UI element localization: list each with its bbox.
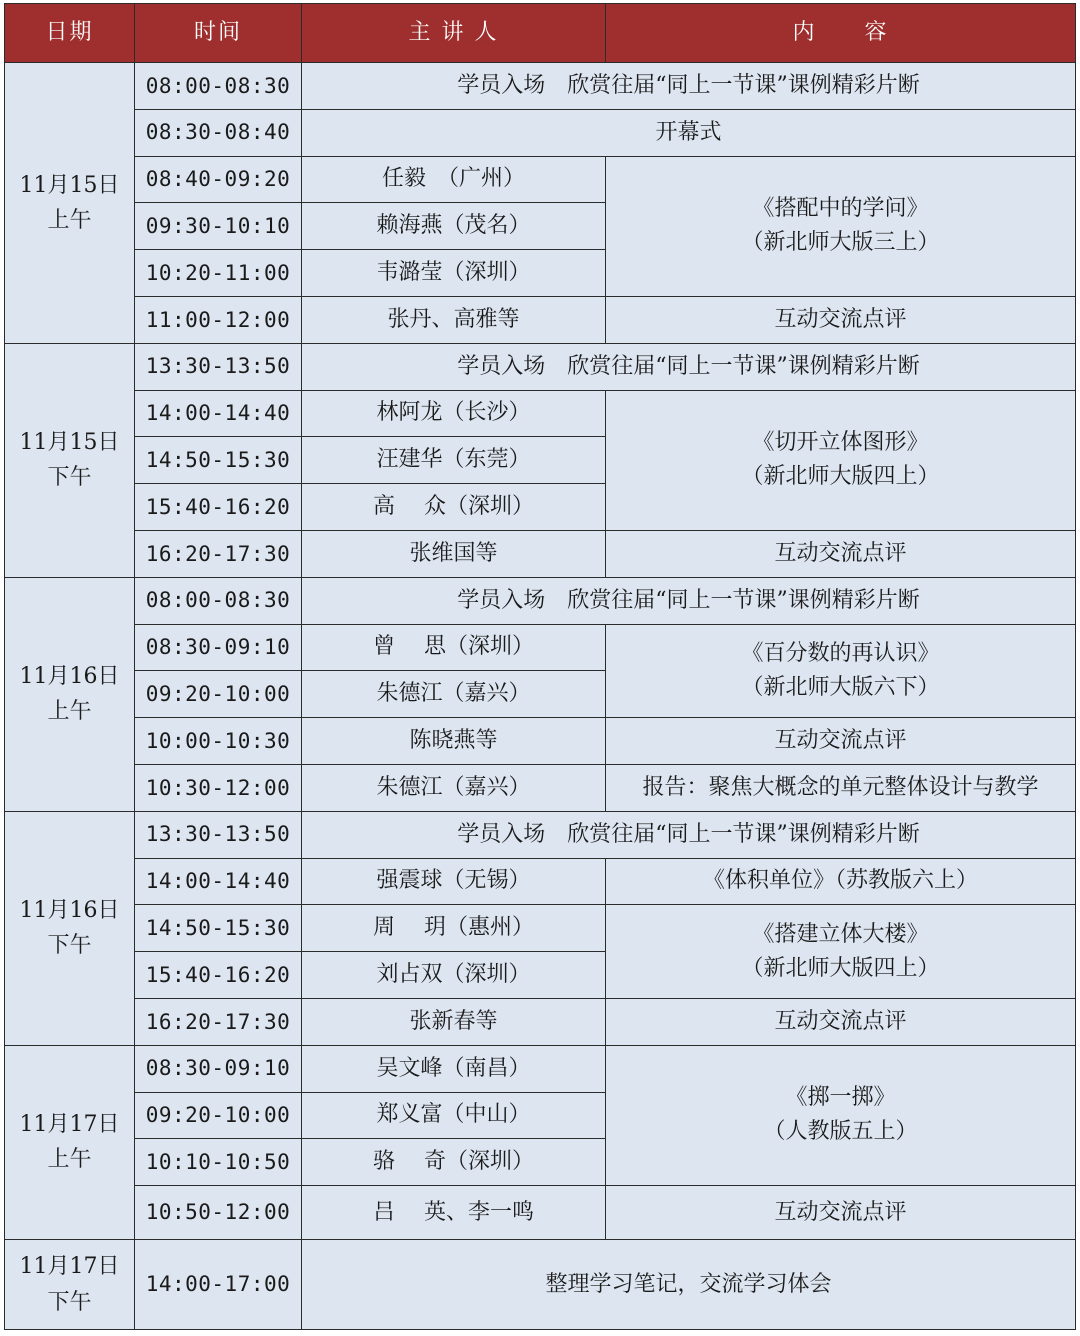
time-cell: 09:30-10:10 xyxy=(135,203,302,250)
lesson-title: 《百分数的再认识》 xyxy=(741,640,940,666)
date-cell xyxy=(5,1240,135,1330)
header-speaker: 主 讲 人 xyxy=(302,4,606,63)
lesson-cell xyxy=(606,624,1076,718)
lesson-edition: （新北师大版四上） xyxy=(741,464,940,490)
lesson-title: 《切开立体图形》 xyxy=(752,430,929,456)
speaker-cell: 任毅 （广州） xyxy=(302,156,606,203)
time-cell: 14:00-14:40 xyxy=(135,390,302,437)
content-cell: 《体积单位》（苏教版六上） xyxy=(606,858,1076,905)
table-row xyxy=(5,390,1076,437)
table-row xyxy=(5,109,1076,156)
header-date: 日期 xyxy=(5,4,135,63)
table-row xyxy=(5,1240,1076,1330)
speaker-cell: 郑义富（中山） xyxy=(302,1092,606,1139)
time-cell: 10:00-10:30 xyxy=(135,718,302,765)
time-cell: 14:50-15:30 xyxy=(135,905,302,952)
time-cell: 14:00-14:40 xyxy=(135,858,302,905)
speaker-cell: 朱德江（嘉兴） xyxy=(302,764,606,811)
header-time: 时间 xyxy=(135,4,302,63)
table-row xyxy=(5,63,1076,110)
speaker-cell: 韦潞莹（深圳） xyxy=(302,250,606,297)
table-row xyxy=(5,624,1076,671)
date-period: 下午 xyxy=(47,465,92,491)
content-cell: 互动交流点评 xyxy=(606,1186,1076,1240)
time-cell: 10:50-12:00 xyxy=(135,1186,302,1240)
content-cell: 互动交流点评 xyxy=(606,530,1076,577)
lesson-cell xyxy=(606,156,1076,296)
lesson-cell xyxy=(606,390,1076,530)
speaker-cell: 吴文峰（南昌） xyxy=(302,1045,606,1092)
table-row xyxy=(5,718,1076,765)
merged-cell: 整理学习笔记，交流学习体会 xyxy=(302,1240,1076,1330)
time-cell: 16:20-17:30 xyxy=(135,998,302,1045)
speaker-cell: 赖海燕（茂名） xyxy=(302,203,606,250)
table-row xyxy=(5,764,1076,811)
lesson-edition: （新北师大版六下） xyxy=(741,674,940,700)
lesson-edition: （新北师大版三上） xyxy=(741,230,940,256)
merged-cell: 学员入场 欣赏往届“同上一节课”课例精彩片断 xyxy=(302,343,1076,390)
date-day: 11月17日 xyxy=(19,1112,120,1138)
time-cell: 08:30-09:10 xyxy=(135,624,302,671)
time-cell: 10:20-11:00 xyxy=(135,250,302,297)
content-cell: 互动交流点评 xyxy=(606,296,1076,343)
content-cell: 报告：聚焦大概念的单元整体设计与教学 xyxy=(606,764,1076,811)
speaker-cell: 刘占双（深圳） xyxy=(302,952,606,999)
date-day: 11月16日 xyxy=(19,664,120,690)
date-cell xyxy=(5,63,135,344)
table-row xyxy=(5,1186,1076,1240)
lesson-edition: （人教版五上） xyxy=(763,1119,918,1145)
date-cell xyxy=(5,1045,135,1239)
table-row xyxy=(5,343,1076,390)
table-row xyxy=(5,577,1076,624)
time-cell: 16:20-17:30 xyxy=(135,530,302,577)
merged-cell: 学员入场 欣赏往届“同上一节课”课例精彩片断 xyxy=(302,63,1076,110)
lesson-title: 《搭建立体大楼》 xyxy=(752,921,929,947)
schedule-table xyxy=(4,3,1076,1330)
speaker-cell: 张新春等 xyxy=(302,998,606,1045)
merged-cell: 开幕式 xyxy=(302,109,1076,156)
time-cell: 08:30-08:40 xyxy=(135,109,302,156)
speaker-cell: 高 众（深圳） xyxy=(302,484,606,531)
time-cell: 14:00-17:00 xyxy=(135,1240,302,1330)
date-period: 上午 xyxy=(47,207,92,233)
time-cell: 11:00-12:00 xyxy=(135,296,302,343)
time-cell: 08:00-08:30 xyxy=(135,63,302,110)
date-period: 下午 xyxy=(47,1289,92,1315)
date-cell xyxy=(5,577,135,811)
speaker-cell: 陈晓燕等 xyxy=(302,718,606,765)
date-day: 11月17日 xyxy=(19,1254,120,1280)
speaker-cell: 汪建华（东莞） xyxy=(302,437,606,484)
speaker-cell: 吕 英、李一鸣 xyxy=(302,1186,606,1240)
time-cell: 15:40-16:20 xyxy=(135,484,302,531)
time-cell: 14:50-15:30 xyxy=(135,437,302,484)
time-cell: 09:20-10:00 xyxy=(135,671,302,718)
table-row xyxy=(5,530,1076,577)
content-cell: 互动交流点评 xyxy=(606,718,1076,765)
date-day: 11月16日 xyxy=(19,898,120,924)
date-period: 下午 xyxy=(47,933,92,959)
speaker-cell: 曾 思（深圳） xyxy=(302,624,606,671)
date-cell xyxy=(5,343,135,577)
speaker-cell: 林阿龙（长沙） xyxy=(302,390,606,437)
time-cell: 08:00-08:30 xyxy=(135,577,302,624)
table-row xyxy=(5,905,1076,952)
lesson-edition: （新北师大版四上） xyxy=(741,955,940,981)
time-cell: 08:40-09:20 xyxy=(135,156,302,203)
date-period: 上午 xyxy=(47,699,92,725)
table-row xyxy=(5,858,1076,905)
table-row xyxy=(5,296,1076,343)
merged-cell: 学员入场 欣赏往届“同上一节课”课例精彩片断 xyxy=(302,577,1076,624)
speaker-cell: 张丹、高雅等 xyxy=(302,296,606,343)
time-cell: 13:30-13:50 xyxy=(135,343,302,390)
date-cell xyxy=(5,811,135,1045)
date-day: 11月15日 xyxy=(19,172,120,198)
speaker-cell: 周 玥（惠州） xyxy=(302,905,606,952)
speaker-cell: 张维国等 xyxy=(302,530,606,577)
content-cell: 互动交流点评 xyxy=(606,998,1076,1045)
date-period: 上午 xyxy=(47,1147,92,1173)
table-row xyxy=(5,811,1076,858)
time-cell: 10:30-12:00 xyxy=(135,764,302,811)
lesson-title: 《搭配中的学问》 xyxy=(752,196,929,222)
time-cell: 08:30-09:10 xyxy=(135,1045,302,1092)
table-row xyxy=(5,1045,1076,1092)
table-row xyxy=(5,156,1076,203)
time-cell: 09:20-10:00 xyxy=(135,1092,302,1139)
lesson-title: 《掷一掷》 xyxy=(785,1085,896,1111)
date-day: 11月15日 xyxy=(19,430,120,456)
time-cell: 10:10-10:50 xyxy=(135,1139,302,1186)
lesson-cell xyxy=(606,905,1076,999)
time-cell: 13:30-13:50 xyxy=(135,811,302,858)
header-content: 内 容 xyxy=(606,4,1076,63)
speaker-cell: 朱德江（嘉兴） xyxy=(302,671,606,718)
table-row xyxy=(5,998,1076,1045)
time-cell: 15:40-16:20 xyxy=(135,952,302,999)
speaker-cell: 骆 奇（深圳） xyxy=(302,1139,606,1186)
merged-cell: 学员入场 欣赏往届“同上一节课”课例精彩片断 xyxy=(302,811,1076,858)
speaker-cell: 强震球（无锡） xyxy=(302,858,606,905)
lesson-cell xyxy=(606,1045,1076,1185)
